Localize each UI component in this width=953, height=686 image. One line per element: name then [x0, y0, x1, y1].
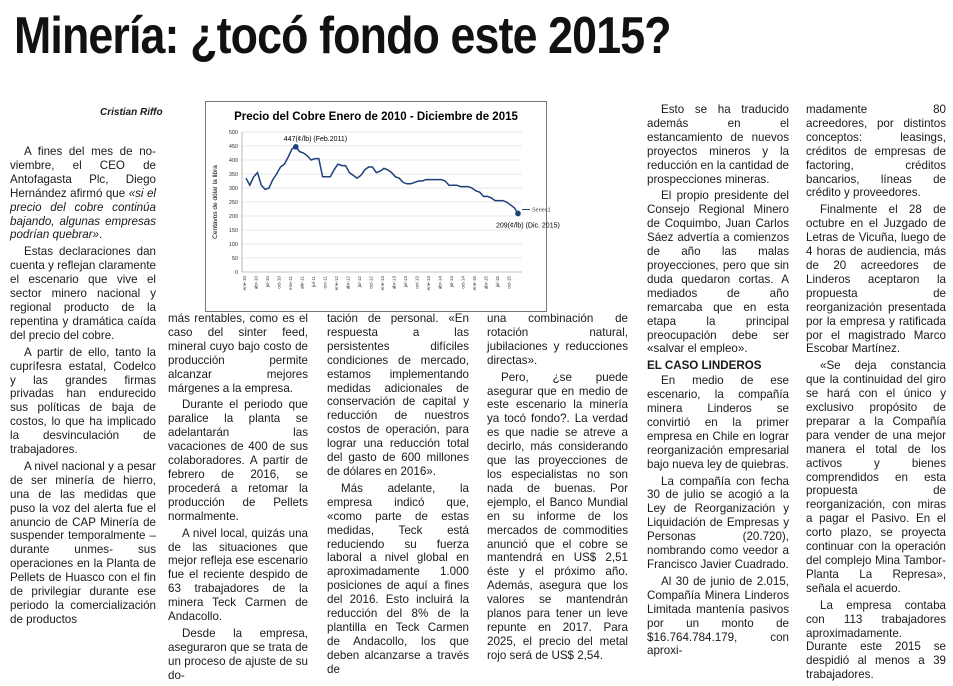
paragraph: Finalmente el 28 de octubre en el Juzgado de Letras de Vicuña, luego de 4 horas de audiencia, más de 20 acreedores de Linderos aceptaron la propuesta de reorganización presentada por la empresa y ratificada por el magistrado Marco Escobar Martínez. [806, 203, 946, 356]
y-tick-label: 150 [228, 228, 238, 234]
x-tick-label: abr-12 [345, 276, 351, 290]
x-tick-label: oct-15 [506, 276, 512, 289]
quote: «si el precio del cobre continúa bajando, algunas empresas podrían quebrar» [10, 186, 156, 242]
article-column-2 [168, 312, 308, 686]
x-tick-label: oct-12 [368, 276, 374, 289]
text: . [98, 228, 103, 242]
headline: Minería: ¿tocó fondo este 2015? [14, 7, 671, 65]
legend-label: Series1 [532, 207, 551, 214]
section-heading: EL CASO LINDEROS [647, 359, 762, 373]
x-tick-label: oct-14 [460, 276, 466, 289]
paragraph: A nivel local, quizás una de las situaciones que mejor refleja ese escenario fue el reciente despido de 63 trabajadores de la minera Teck Carmen de Andacollo. [168, 526, 308, 624]
article-column-5 [647, 103, 789, 661]
y-tick-label: 500 [228, 130, 238, 136]
x-tick-label: jul-13 [402, 276, 408, 288]
x-tick-label: ene-12 [333, 276, 339, 291]
paragraph: «Se deja constancia que la continuidad del giro se hará con el único y exclusivo propósito de preparar a la Compañía para vender de una mejor manera el total de los activos y bienes comprendidos en esta propuesta de reorganización, con miras a pagar el Pasivo. En el corto plazo, se proyecta continuar con la operación del complejo Mina Tambor-Planta La Represa», señala el acuerdo. [806, 359, 946, 595]
copper-price-chart [205, 101, 560, 312]
y-tick-label: 0 [234, 270, 238, 276]
x-tick-label: ene-13 [379, 276, 385, 291]
max-point-marker [293, 144, 299, 150]
y-tick-label: 200 [228, 214, 238, 220]
paragraph: Al 30 de junio de 2.015, Compañía Minera Linderos Limitada mantenía pasivos por un monto de $16.764.784.179, con aproxi- [647, 574, 789, 658]
last-point-marker [515, 211, 521, 217]
paragraph: Esto se ha traducido además en el estancamiento de nuevos proyectos mineros y la reducción en la cantidad de prospecciones mineras. [647, 103, 789, 186]
x-tick-label: oct-13 [414, 276, 420, 289]
chart-svg [206, 102, 560, 311]
chart-ylabel: Centavos de dólar la libra [212, 165, 219, 239]
x-tick-label: ene-10 [242, 276, 247, 291]
x-tick-label: jul-10 [264, 276, 270, 288]
y-tick-label: 350 [228, 172, 238, 178]
annotation-max: 447(¢/lb) (Feb.2011) [283, 135, 348, 143]
paragraph [10, 145, 156, 242]
y-tick-label: 400 [228, 158, 238, 164]
paragraph: El propio presidente del Consejo Regional Minero de Coquimbo, Juan Carlos Sáez advertía a comienzos de año las malas proyecciones, pero que sin duda quedaron cortas. A mediados de año remarcaba que en esta etapa la principal preocupación debe ser «salvar el empleo». [647, 189, 789, 356]
x-tick-label: jul-14 [448, 276, 454, 288]
text: A fines del mes de no-viembre, el CEO de Antofagasta Plc, Diego Hernández afirmó que [10, 145, 156, 200]
article-column-6 [806, 103, 946, 685]
paragraph: más rentables, como es el caso del sinter feed, mineral cuyo bajo costo de producción permite alcanzar mejores márgenes a la empresa. [168, 312, 308, 395]
paragraph: Durante el periodo que paralice la planta se adelantarán las vacaciones de 400 de sus colaboradores. A partir de febrero de 2016, se procederá a retomar la producción de Pellets normalmente. [168, 398, 308, 523]
x-tick-label: abr-10 [253, 276, 259, 290]
paragraph: En medio de ese escenario, la compañía minera Linderos se convirtió en la primer empresa en Chile en lograr reorganización empresarial bajo nueva ley de quiebras. [647, 374, 789, 471]
y-tick-label: 100 [228, 242, 238, 248]
series-line [246, 147, 518, 214]
x-tick-label: abr-14 [437, 276, 443, 290]
y-tick-label: 250 [228, 200, 238, 206]
paragraph: A nivel nacional y a pesar de ser minería de hierro, una de las medidas que puso la voz del alerta fue el anuncio de CAP Minería de suspender temporalmente – durante unmes- sus operaciones en la Planta de Pellets de Huasco con el fin de privilegiar durante ese periodo la comercialización de productos [10, 459, 156, 626]
paragraph: madamente 80 acreedores, por distintos conceptos: leasings, créditos de empresas de factoring, créditos bancarios, líneas de crédito y proveedores. [806, 103, 946, 200]
x-tick-label: jul-11 [310, 276, 316, 287]
chart-title: Precio del Cobre Enero de 2010 - Diciembre de 2015 [234, 111, 518, 123]
annotation-last: 209(¢/lb) (Dic. 2015) [496, 222, 560, 230]
byline: Cristian Riffo [100, 107, 163, 118]
x-tick-label: jul-15 [494, 276, 500, 288]
paragraph: A partir de ello, tanto la cuprífesra estatal, Codelco y las grandes firmas privadas han endurecido sus políticas de baja de costos, lo que ha implicado la desvinculación de trabajadores. [10, 345, 156, 457]
x-tick-label: ene-11 [287, 276, 293, 290]
article-column-1 [10, 145, 156, 630]
article-column-3 [327, 312, 469, 680]
article-column-4 [487, 312, 628, 666]
x-tick-label: oct-11 [322, 276, 328, 289]
x-tick-label: abr-15 [483, 276, 489, 290]
x-tick-label: ene-14 [425, 276, 431, 291]
y-tick-label: 300 [228, 186, 238, 192]
paragraph: La empresa contaba con 113 trabajadores aproximadamente. Durante este 2015 se despidió al menos a 39 trabajadores. [806, 598, 946, 682]
x-tick-label: oct-10 [276, 276, 282, 289]
x-tick-label: abr-13 [391, 276, 397, 290]
y-tick-label: 50 [231, 256, 238, 262]
paragraph: La compañía con fecha 30 de julio se acogió a la Ley de Reorganización y Liquidación de Empresas y Personas (20.720), nombrando como veedor a Francisco Javier Cuadrado. [647, 474, 789, 571]
y-tick-label: 450 [228, 144, 238, 150]
paragraph: tación de personal. «En respuesta a las persistentes difíciles condiciones de mercado, estamos implementando medidas adicionales de conservación de capital y reducción de nuestros costos de operación, para lograr una reducción total del gasto de 600 millones de dólares en 2016». [327, 312, 469, 478]
paragraph: Estas declaraciones dan cuenta y reflejan claramente el escenario que vive el sector minero nacional y regional producto de la repentina y dramática caída del precio del cobre. [10, 245, 156, 342]
x-tick-label: jul-12 [356, 276, 362, 288]
x-tick-label: ene-15 [471, 276, 477, 291]
paragraph: Más adelante, la empresa indicó que, «como parte de estas medidas, Teck está reduciendo su fuerza laboral a nivel global en aproximadamente 1.000 posiciones de aquí a fines del 2016. Esto incluirá la reducción del 8% de la plantilla en Teck Carmen de Andacollo, los que deben alcanzarse a través de [327, 481, 469, 676]
paragraph: Pero, ¿se puede asegurar que en medio de este escenario la minería ya tocó fondo?. La verdad es que nadie se atreve a decirlo, más considerando que las proyecciones de los especialistas no son nada de buenas. Por ejemplo, el Banco Mundial en su informe de los mercados de commodities anunció que el cobre se mantendrá en US$ 2,51 éste y el próximo año. Además, asegura que los valores se mantendrán planos para tener un leve repunte en 2017. Para 2025, el precio del metal rojo será de US$ 2,54. [487, 370, 628, 662]
paragraph: Desde la empresa, aseguraron que se trata de un proceso de ajuste de su do- [168, 626, 308, 682]
paragraph: una combinación de rotación natural, jubilaciones y reducciones directas». [487, 312, 628, 367]
x-tick-label: abr-11 [299, 276, 305, 289]
